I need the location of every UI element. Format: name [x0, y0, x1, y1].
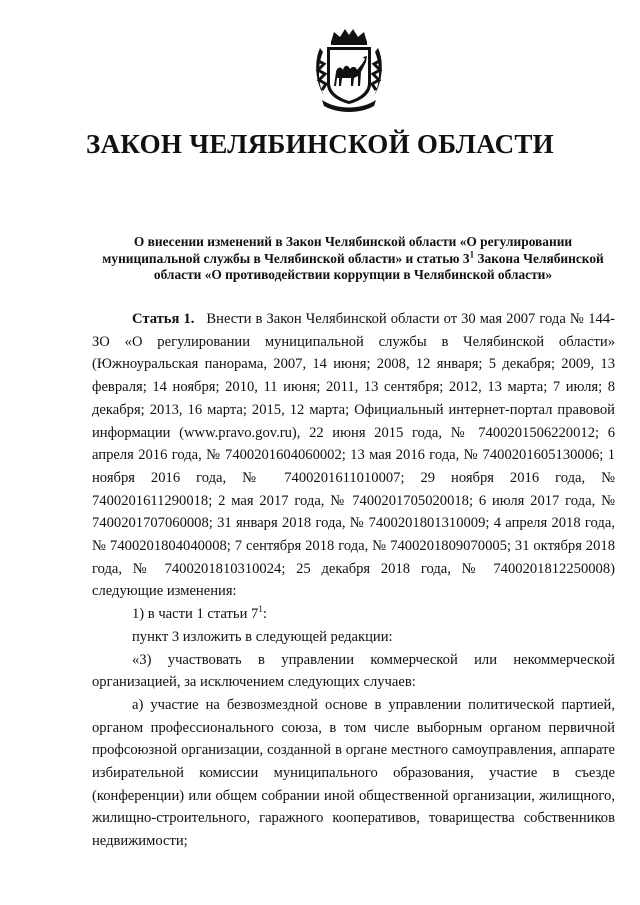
subtitle-superscript: 1: [469, 249, 475, 260]
coat-of-arms-emblem: [312, 26, 386, 112]
law-title: ЗАКОН ЧЕЛЯБИНСКОЙ ОБЛАСТИ: [86, 129, 554, 159]
item-1-paragraph: [92, 603, 615, 626]
subtitle-part1: О внесении изменений в Закон Челябинской области «О регулировании муниципальной службы в Челябинской области» и статью 3: [102, 234, 573, 266]
article-1-text: Внести в Закон Челябинской области от 30 мая 2007 года № 144-ЗО «О регулировании муниципальной службы в Челябинской области» (Южноуральская панорама, 2007, 14 июня; 2008, 12 января; 5 декабря; 2009, 13 февраля; 14 ноября; 2010, 11 июня; 2011, 13 сентября; 2012, 13 марта; 7 июля; 8 декабря; 2013, 16 марта; 2015, 12 марта; Официальный интернет-портал правовой информации (www.pravo.gov.ru), 22 июня 2015 года, № 7400201506220012; 6 апреля 2016 года, № 7400201604060002; 13 мая 2016 года, № 7400201605130006; 1 ноября 2016 года, № 7400201611010007; 29 ноября 2016 года, № 7400201611290018; 2 мая 2017 года, № 7400201705020018; 6 июля 2017 года, № 7400201707060008; 31 января 2018 года, № 7400201801310009; 4 апреля 2018 года, № 7400201804040008; 7 сентября 2018 года, № 7400201809070005; 31 октября 2018 года, № 7400201810310024; 25 декабря 2018 года, № 7400201812250008) следующие изменения:: [92, 311, 615, 600]
subtitle-part2: Закона Челябинской области «О противодействии коррупции в Челябинской области»: [153, 250, 604, 282]
point-3-paragraph: пункт 3 изложить в следующей редакции:: [132, 628, 393, 645]
article-1-paragraph: [92, 308, 615, 603]
subitem-a-paragraph: а) участие на безвозмездной основе в управлении политической партией, органом профессионального союза, в том числе выборным органом первичной профсоюзной организации, созданной в органе местного самоуправления, аппарате избирательной комиссии муниципального образования, участие в съезде (конференции) или общем собрании иной общественной организации, жилищного, жилищно-строительного, гаражного кооперативов, товарищества собственников недвижимости;: [92, 696, 615, 850]
item-1-suffix: :: [262, 606, 267, 623]
item-1-text: 1) в части 1 статьи 7: [132, 606, 259, 623]
item-1-superscript: 1: [258, 604, 263, 615]
article-1-label: Статья 1.: [132, 311, 195, 327]
law-body: [92, 308, 615, 853]
quote-3-paragraph: «3) участвовать в управлении коммерческой или некоммерческой организацией, за исключением следующих случаев:: [92, 651, 615, 691]
law-subtitle: [92, 234, 614, 284]
